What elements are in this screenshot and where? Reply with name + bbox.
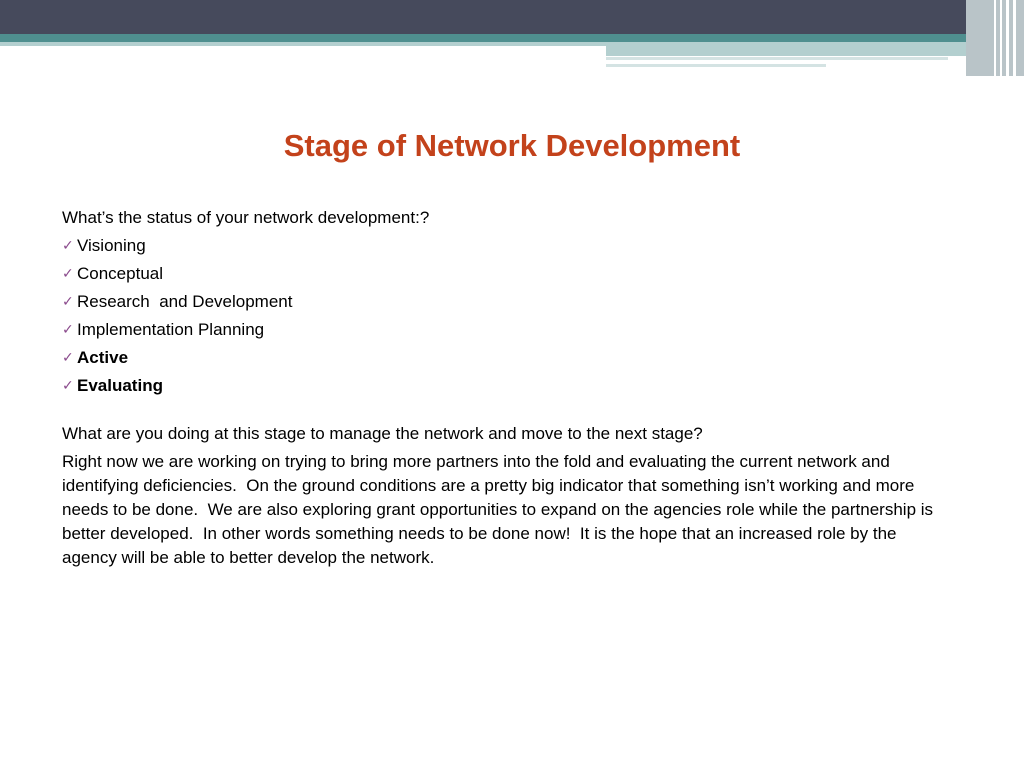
header-step-bar: [606, 46, 966, 56]
check-icon: ✓: [62, 378, 74, 394]
header-edge-stripe: [1000, 0, 1002, 76]
next-stage-question: What are you doing at this stage to manage the network and move to the next stage?: [62, 424, 703, 443]
stage-list: [62, 232, 942, 400]
header-dark-bar: [0, 0, 1024, 34]
check-icon: ✓: [62, 238, 74, 254]
stage-label: Conceptual: [77, 264, 164, 283]
header-edge-stripe: [1013, 0, 1016, 76]
stage-label: Research and Development: [77, 292, 293, 311]
stage-item: [62, 316, 942, 344]
stage-label: Implementation Planning: [77, 320, 265, 339]
check-icon: ✓: [62, 266, 74, 282]
header-teal-bar: [0, 34, 1024, 42]
stage-item: [62, 232, 942, 260]
check-icon: ✓: [62, 322, 74, 338]
stage-label: Evaluating: [77, 376, 163, 395]
slide-body: [62, 204, 942, 570]
header-thin-line: [606, 57, 948, 60]
stage-item-active: [62, 344, 942, 372]
answer-paragraph: Right now we are working on trying to bring more partners into the fold and evaluating the current network and identifying deficiencies. On the ground conditions are a pretty big indicator that something isn’t working and more needs to be done. We are also exploring grant opportunities to expand on the agencies role while the partnership is better developed. In other words something needs to be done now! It is the hope that an increased role by the agency will be able to better develop the network.: [62, 452, 938, 567]
header-edge-stripe: [1006, 0, 1009, 76]
stage-item: [62, 260, 942, 288]
check-icon: ✓: [62, 294, 74, 310]
stage-label: Visioning: [77, 236, 146, 255]
stage-item: [62, 288, 942, 316]
header-edge-stripe: [994, 0, 996, 76]
header-thin-line: [606, 64, 826, 67]
stage-label: Active: [77, 348, 129, 367]
status-question: What’s the status of your network development:?: [62, 208, 430, 227]
stage-item-evaluating: [62, 372, 942, 400]
slide-title: Stage of Network Development: [283, 128, 741, 163]
check-icon: ✓: [62, 350, 74, 366]
